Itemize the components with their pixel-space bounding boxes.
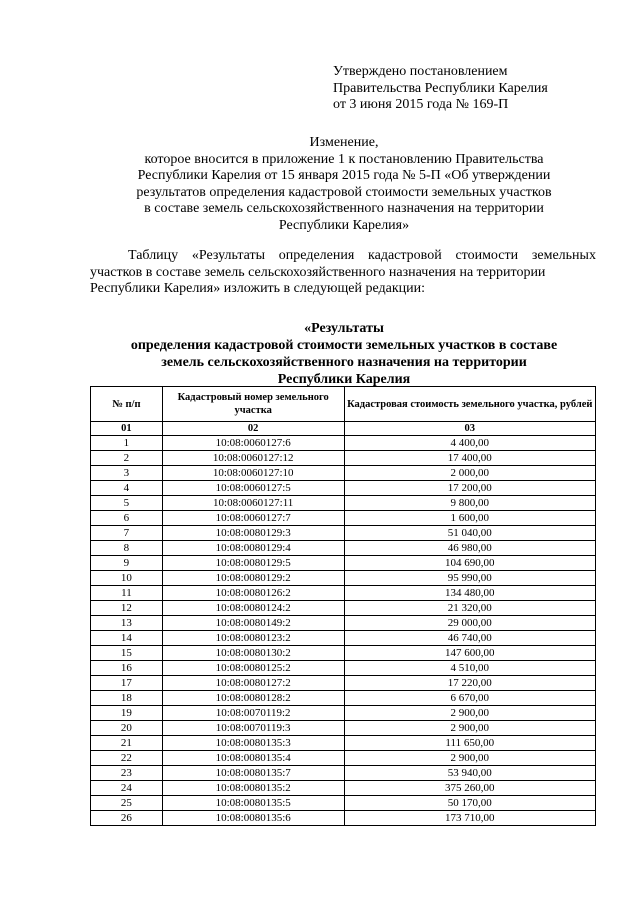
cadastral-number: 10:08:0070119:2 <box>162 706 344 721</box>
cadastral-cost: 46 740,00 <box>344 631 595 646</box>
table-row <box>91 586 596 601</box>
row-number: 9 <box>91 556 163 571</box>
paragraph-line: участков в составе земель сельскохозяйственного назначения на территории <box>90 264 546 280</box>
cadastral-number: 10:08:0060127:7 <box>162 511 344 526</box>
row-number: 19 <box>91 706 163 721</box>
cadastral-number: 10:08:0080135:3 <box>162 736 344 751</box>
column-number: 02 <box>162 422 344 436</box>
cadastral-cost: 21 320,00 <box>344 601 595 616</box>
cadastral-number: 10:08:0080130:2 <box>162 646 344 661</box>
cadastral-cost: 4 510,00 <box>344 661 595 676</box>
cadastral-cost: 2 900,00 <box>344 706 595 721</box>
cadastral-number: 10:08:0080135:2 <box>162 781 344 796</box>
row-number: 8 <box>91 541 163 556</box>
cadastral-number: 10:08:0080129:5 <box>162 556 344 571</box>
row-number: 22 <box>91 751 163 766</box>
approval-line: Правительства Республики Карелия <box>333 80 548 96</box>
row-number: 21 <box>91 736 163 751</box>
cadastral-number: 10:08:0080123:2 <box>162 631 344 646</box>
column-number: 01 <box>91 422 163 436</box>
cadastral-cost: 53 940,00 <box>344 766 595 781</box>
approval-line: от 3 июня 2015 года № 169-П <box>333 97 509 112</box>
cadastral-cost: 1 600,00 <box>344 511 595 526</box>
paragraph-word: Таблицу <box>128 248 179 263</box>
cadastral-cost: 2 900,00 <box>344 751 595 766</box>
row-number: 5 <box>91 496 163 511</box>
cadastral-number: 10:08:0060127:6 <box>162 436 344 451</box>
cadastral-number: 10:08:0080135:7 <box>162 766 344 781</box>
cadastral-number: 10:08:0080149:2 <box>162 616 344 631</box>
table-row <box>91 616 596 631</box>
cadastral-cost: 9 800,00 <box>344 496 595 511</box>
row-number: 11 <box>91 586 163 601</box>
table-row <box>91 466 596 481</box>
cadastral-cost: 134 480,00 <box>344 586 595 601</box>
results-table <box>90 386 596 826</box>
cadastral-number: 10:08:0060127:5 <box>162 481 344 496</box>
row-number: 6 <box>91 511 163 526</box>
cadastral-cost: 147 600,00 <box>344 646 595 661</box>
table-row <box>91 646 596 661</box>
row-number: 18 <box>91 691 163 706</box>
table-heading-line: земель сельскохозяйственного назначения на территории <box>161 355 527 370</box>
paragraph-word: стоимости <box>455 248 519 263</box>
table-row <box>91 796 596 811</box>
cadastral-number: 10:08:0060127:10 <box>162 466 344 481</box>
paragraph-word: определения <box>278 248 355 263</box>
cadastral-cost: 6 670,00 <box>344 691 595 706</box>
row-number: 1 <box>91 436 163 451</box>
table-heading-line: «Результаты <box>304 321 384 336</box>
table-row <box>91 541 596 556</box>
cadastral-number: 10:08:0060127:12 <box>162 451 344 466</box>
table-row <box>91 436 596 451</box>
cadastral-cost: 375 260,00 <box>344 781 595 796</box>
table-heading <box>96 320 592 388</box>
column-number-row <box>91 422 596 436</box>
cadastral-number: 10:08:0080129:3 <box>162 526 344 541</box>
row-number: 20 <box>91 721 163 736</box>
change-title-line: Республики Карелия от 15 января 2015 года № 5-П «Об утверждении <box>137 168 551 183</box>
cadastral-cost: 95 990,00 <box>344 571 595 586</box>
cadastral-cost: 17 220,00 <box>344 676 595 691</box>
table-row <box>91 511 596 526</box>
table-header-row <box>91 387 596 422</box>
row-number: 16 <box>91 661 163 676</box>
row-number: 25 <box>91 796 163 811</box>
change-title-line: Республики Карелия» <box>278 217 410 233</box>
cadastral-cost: 4 400,00 <box>344 436 595 451</box>
table-row <box>91 811 596 826</box>
row-number: 24 <box>91 781 163 796</box>
cadastral-number: 10:08:0080127:2 <box>162 676 344 691</box>
cadastral-cost: 173 710,00 <box>344 811 595 826</box>
paragraph-word: земельных <box>531 248 596 263</box>
cadastral-number: 10:08:0080129:2 <box>162 571 344 586</box>
header-cadastral-number: Кадастровый номер земельного участка <box>162 387 344 422</box>
cadastral-cost: 17 200,00 <box>344 481 595 496</box>
table-row <box>91 571 596 586</box>
cadastral-number: 10:08:0060127:11 <box>162 496 344 511</box>
paragraph-line <box>90 248 596 265</box>
table-row <box>91 556 596 571</box>
instruction-paragraph <box>90 248 596 298</box>
cadastral-number: 10:08:0080135:6 <box>162 811 344 826</box>
cadastral-number: 10:08:0080128:2 <box>162 691 344 706</box>
table-row <box>91 751 596 766</box>
approval-block <box>333 64 548 114</box>
table-row <box>91 496 596 511</box>
table-row <box>91 706 596 721</box>
cadastral-cost: 51 040,00 <box>344 526 595 541</box>
table-heading-line: определения кадастровой стоимости земельных участков в составе <box>130 338 558 353</box>
row-number: 10 <box>91 571 163 586</box>
row-number: 3 <box>91 466 163 481</box>
paragraph-line: Республики Карелия» изложить в следующей редакции: <box>90 281 426 296</box>
row-number: 2 <box>91 451 163 466</box>
table-row <box>91 601 596 616</box>
approval-line: Утверждено постановлением <box>333 64 508 79</box>
cadastral-cost: 111 650,00 <box>344 736 595 751</box>
table-row <box>91 526 596 541</box>
table-row <box>91 481 596 496</box>
paragraph-word: кадастровой <box>368 248 442 263</box>
row-number: 15 <box>91 646 163 661</box>
cadastral-cost: 2 000,00 <box>344 466 595 481</box>
row-number: 12 <box>91 601 163 616</box>
table-row <box>91 736 596 751</box>
change-title-line: которое вносится в приложение 1 к постановлению Правительства <box>144 151 544 167</box>
cadastral-number: 10:08:0080124:2 <box>162 601 344 616</box>
row-number: 26 <box>91 811 163 826</box>
cadastral-number: 10:08:0080125:2 <box>162 661 344 676</box>
cadastral-number: 10:08:0070119:3 <box>162 721 344 736</box>
table-body <box>91 436 596 826</box>
table-row <box>91 451 596 466</box>
change-title-line: результатов определения кадастровой стоимости земельных участков <box>136 184 552 200</box>
column-number: 03 <box>344 422 595 436</box>
table-row <box>91 781 596 796</box>
table-row <box>91 661 596 676</box>
row-number: 7 <box>91 526 163 541</box>
cadastral-number: 10:08:0080126:2 <box>162 586 344 601</box>
change-title-line: Изменение, <box>309 135 379 150</box>
header-cadastral-cost: Кадастровая стоимость земельного участка, рублей <box>344 387 595 422</box>
cadastral-cost: 50 170,00 <box>344 796 595 811</box>
header-number: № п/п <box>91 387 163 422</box>
cadastral-number: 10:08:0080135:4 <box>162 751 344 766</box>
table-heading-line: Республики Карелия <box>277 372 411 387</box>
row-number: 13 <box>91 616 163 631</box>
cadastral-number: 10:08:0080135:5 <box>162 796 344 811</box>
cadastral-cost: 17 400,00 <box>344 451 595 466</box>
change-title-line: в составе земель сельскохозяйственного назначения на территории <box>144 201 544 216</box>
change-title <box>96 135 592 234</box>
paragraph-word: «Результаты <box>191 248 266 263</box>
table-row <box>91 676 596 691</box>
table-row <box>91 721 596 736</box>
row-number: 14 <box>91 631 163 646</box>
row-number: 17 <box>91 676 163 691</box>
table-row <box>91 691 596 706</box>
cadastral-number: 10:08:0080129:4 <box>162 541 344 556</box>
table-row <box>91 631 596 646</box>
cadastral-cost: 46 980,00 <box>344 541 595 556</box>
table-row <box>91 766 596 781</box>
row-number: 23 <box>91 766 163 781</box>
cadastral-cost: 29 000,00 <box>344 616 595 631</box>
cadastral-cost: 104 690,00 <box>344 556 595 571</box>
row-number: 4 <box>91 481 163 496</box>
cadastral-cost: 2 900,00 <box>344 721 595 736</box>
